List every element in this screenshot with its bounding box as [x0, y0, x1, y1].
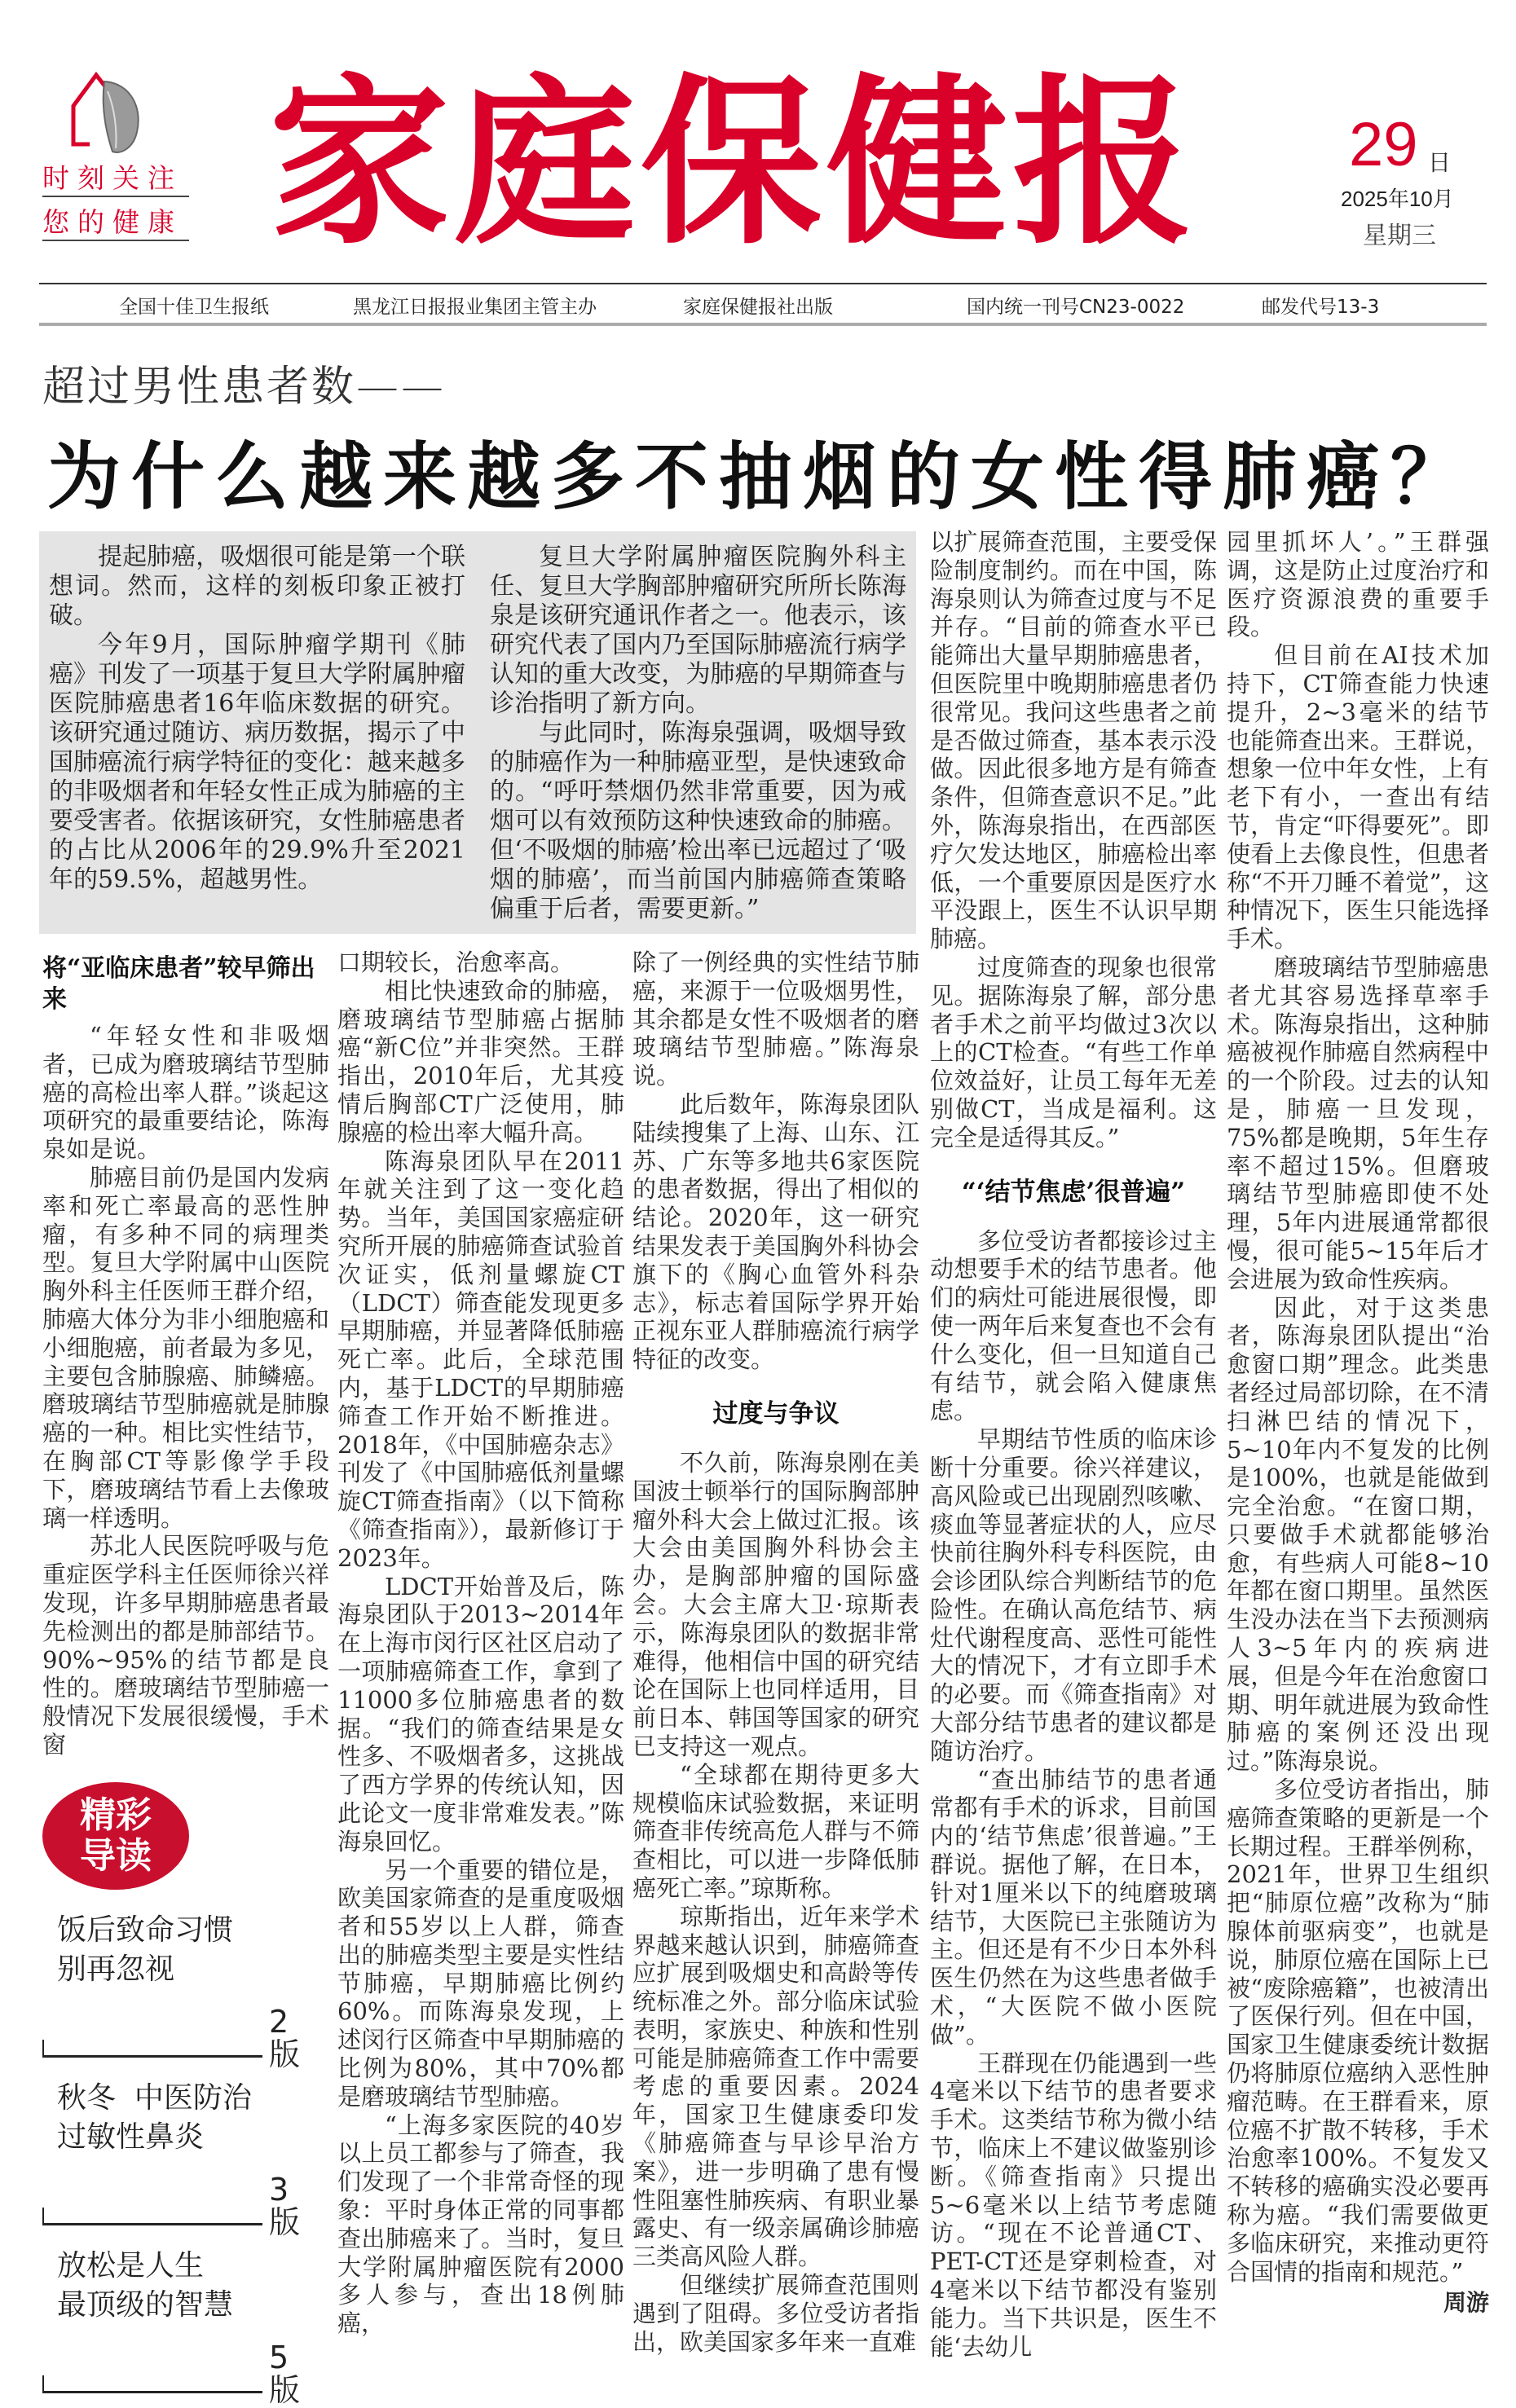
article-paragraph: 苏北人民医院呼吸与危重症医学科主任医师徐兴祥发现，许多早期肺癌患者最先检测出的都是肺部结节。90%~95%的结节都是良性的。磨玻璃结节型肺癌一般情况下发展很缓慢，手术窗 [42, 1532, 329, 1759]
article-paragraph: 肺癌目前仍是国内发病率和死亡率最高的恶性肿瘤，有多种不同的病理类型。复旦大学附属中山医院胸外科主任医师王群介绍，肺癌大体分为非小细胞癌和小细胞癌，前者最为多见，主要包含肺腺癌、肺鳞癌。磨玻璃结节型肺癌就是肺腺癌的一种。相比实性结节，在胸部CT等影像学手段下，磨玻璃结节看上去像玻璃一样透明。 [42, 1163, 329, 1532]
article-column-1-text [42, 953, 329, 1759]
article-paragraph: 以扩展筛查范围，主要受保险制度制约。而在中国，陈海泉则认为筛查过度与不足并存。“目前的筛查水平已能筛出大量早期肺癌患者，但医院里中晚期肺癌患者仍很常见。我问这些患者之前是否做过筛查，基本表示没做。因此很多地方是有筛查条件，但筛查意识不足。”此外，陈海泉指出，在西部医疗欠发达地区，肺癌检出率低，一个重要原因是医疗水平没跟上，医生不认识早期肺癌。 [930, 528, 1217, 953]
author-byline: 周游 [1443, 2289, 1489, 2317]
intro-paragraph: 今年9月，国际肿瘤学期刊《肺癌》刊发了一项基于复旦大学附属肿瘤医院肺癌患者16年临床数据的研究。该研究通过随访、病历数据，揭示了中国肺癌流行病学特征的变化：越来越多的非吸烟者和年轻女性正成为肺癌的主要受害者。依据该研究，女性肺癌患者的占比从2006年的29.9%升至2021年的59.5%，超越男性。 [49, 631, 465, 894]
masthead-double-rule [39, 323, 1487, 326]
info-issn: 国内统一刊号CN23-0022 [967, 297, 1185, 318]
newspaper-title: 家庭保健报 [269, 57, 1198, 269]
article-paragraph: 但目前在AI技术加持下，CT筛查能力快速提升，2~3毫米的结节也能筛查出来。王群说，想象一位中年女性，上有老下有小，一查出有结节，肯定“吓得要死”。即使看上去像良性，但患者称“不开刀睡不着觉”，这种情况下，医生只能选择手术。 [1227, 641, 1489, 953]
slogan-line-1: 时刻关注 [42, 161, 189, 197]
article-left-columns [42, 949, 921, 2408]
highlight-page: 3版 [269, 2171, 301, 2240]
article-paragraph: 不久前，陈海泉刚在美国波士顿举行的国际胸部肿瘤外科大会上做过汇报。该大会由美国胸外科协会主办，是胸部肿瘤的国际盛会。大会主席大卫·琼斯表示，陈海泉团队的数据非常难得，他相信中国的研究结论在国际上也同样适用，目前日本、韩国等国家的研究已支持这一观点。 [632, 1448, 919, 1760]
section-heading: 过度与争议 [712, 1398, 840, 1429]
article-headline: 为什么越来越多不抽烟的女性得肺癌？ [47, 434, 1474, 520]
article-paragraph: “年轻女性和非吸烟者，已成为磨玻璃结节型肺癌的高检出率人群。”谈起这项研究的最重要结论，陈海泉如是说。 [42, 1022, 329, 1164]
article-paragraph: 相比快速致命的肺癌，磨玻璃结节型肺癌占据肺癌“新C位”并非突然。王群指出，2010年后，尤其疫情后胸部CT广泛使用，肺腺癌的检出率大幅升高。 [337, 976, 624, 1147]
highlights-box [42, 1782, 329, 2408]
article-column-4 [930, 528, 1217, 2361]
article-paragraph: 因此，对于这类患者，陈海泉团队提出“治愈窗口期”理念。此类患者经过局部切除，在不清扫淋巴结的情况下，5~10年内不复发的比例是100%，也就是能做到完全治愈。“在窗口期，只要做手术就都能够治愈，有些病人可能8~10年都在窗口期里。虽然医生没办法在当下去预测病人3~5年内的疾病进展，但是今年在治愈窗口期、明年就进展为致命性肺癌的案例还没出现过。”陈海泉说。 [1227, 1293, 1489, 1776]
highlight-title-line: 放松是人生 [57, 2248, 205, 2283]
highlight-title-line: 秋冬 中医防治 [57, 2080, 252, 2115]
article-paragraph: 王群现在仍能遇到一些4毫米以下结节的患者要求手术。这类结节称为微小结节，临床上不建议做鉴别诊断。《筛查指南》只提出5~6毫米以上结节考虑随访。“现在不论普通CT、PET-CT还是穿刺检查，对4毫米以下结节都没有鉴别能力。当下共识是，医生不能‘去幼儿 [930, 2049, 1217, 2361]
article-intro-box [39, 531, 916, 934]
masthead-rule [39, 283, 1487, 284]
info-publisher: 家庭保健报社出版 [683, 297, 833, 318]
highlights-badge-line: 导读 [80, 1834, 152, 1877]
logo-house-leaf-icon [65, 67, 163, 156]
highlight-page: 2版 [269, 2003, 301, 2072]
highlight-title-line: 别再忽视 [57, 1952, 175, 1986]
article-column-2 [337, 949, 624, 2338]
article-paragraph: 园里抓坏人’。”王群强调，这是防止过度治疗和医疗资源浪费的重要手段。 [1227, 528, 1489, 641]
article-column-3 [632, 949, 919, 2356]
article-subtitle: 超过男性患者数—— [42, 363, 447, 412]
highlight-bracket [42, 2375, 262, 2393]
article-paragraph: 陈海泉团队早在2011年就关注到了这一变化趋势。当年，美国国家癌症研究所开展的肺癌筛查试验首次证实，低剂量螺旋CT（LDCT）筛查能发现更多早期肺癌，并显著降低肺癌死亡率。此后，全球范围内，基于LDCT的早期肺癌筛查工作开始不断推进。2018年，《中国肺癌杂志》刊发了《中国肺癌低剂量螺旋CT筛查指南》（以下简称《筛查指南》），最新修订于2023年。 [337, 1147, 624, 1572]
section-heading: 将“亚临床患者”较早筛出来 [42, 954, 315, 1014]
article-paragraph: 除了一例经典的实性结节肺癌，来源于一位吸烟男性，其余都是女性不吸烟者的磨玻璃结节型肺癌。”陈海泉说。 [632, 949, 919, 1090]
article-paragraph: “上海多家医院的40岁以上员工都参与了筛查，我们发现了一个非常奇怪的现象：平时身体正常的同事都查出肺癌来了。当时，复旦大学附属肿瘤医院有2000多人参与，查出18例肺癌， [337, 2111, 624, 2338]
intro-paragraph: 与此同时，陈海泉强调，吸烟导致的肺癌作为一种肺癌亚型，是快速致命的。“呼吁禁烟仍然非常重要，因为戒烟可以有效预防这种快速致命的肺癌。但‘不吸烟的肺癌’检出率已远超过了‘吸烟的肺癌’，而当前国内肺癌筛查策略偏重于后者，需要更新。” [490, 719, 906, 923]
article-paragraph: 磨玻璃结节型肺癌患者尤其容易选择草率手术。陈海泉指出，这种肺癌被视作肺癌自然病程中的一个阶段。过去的认知是，肺癌一旦发现，75%都是晚期，5年生存率不超过15%。但磨玻璃结节型肺癌即使不处理，5年内进展通常都很慢，很可能5~15年后才会进展为致命性疾病。 [1227, 953, 1489, 1293]
issue-day-unit: 日 [1428, 149, 1452, 176]
info-postal-code: 邮发代号13-3 [1262, 297, 1380, 318]
highlight-item-page-3[interactable] [42, 2079, 320, 2240]
article-paragraph: 多位受访者指出，肺癌筛查策略的更新是一个长期过程。王群举例称，2021年，世界卫生组织把“肺原位癌”改称为“肺腺体前驱病变”，也就是说，肺原位癌在国际上已被“废除癌籍”，也被清出了医保行列。但在中国，国家卫生健康委统计数据仍将肺原位癌纳入恶性肿瘤范畴。在王群看来，原位癌不扩散不转移，手术治愈率100%。不复发又不转移的癌确实没必要再称为癌。“我们需要做更多临床研究，来推动更符合国情的指南和规范。” [1227, 1776, 1489, 2286]
highlights-badge-line: 精彩 [80, 1794, 152, 1836]
highlight-title-line: 过敏性鼻炎 [57, 2120, 205, 2154]
article-paragraph: 另一个重要的错位是，欧美国家筛查的是重度吸烟者和55岁以上人群，筛查出的肺癌类型主要是实性结节肺癌，早期肺癌比例约60%。而陈海泉发现，上述闵行区筛查中早期肺癌的比例为80%，其中70%都是磨玻璃结节型肺癌。 [337, 1856, 624, 2111]
article-paragraph: 但继续扩展筛查范围则遇到了阻碍。多位受访者指出，欧美国家多年来一直难 [632, 2271, 919, 2356]
highlight-title-line: 饭后致命习惯 [57, 1913, 234, 1947]
info-sponsor: 黑龙江日报报业集团主管主办 [353, 297, 597, 318]
article-paragraph: 多位受访者都接诊过主动想要手术的结节患者。他们的病灶可能进展很慢，即使一两年后来复查也不会有什么变化，但一旦知道自己有结节，就会陷入健康焦虑。 [930, 1226, 1217, 1425]
article-paragraph: 口期较长，治愈率高。 [337, 949, 575, 976]
article-paragraph: “全球都在期待更多大规模临床试验数据，来证明筛查非传统高危人群与不筛查相比，可以进一步降低肺癌死亡率。”琼斯称。 [632, 1760, 919, 1902]
article-paragraph: 早期结节性质的临床诊断十分重要。徐兴祥建议，高风险或已出现剧烈咳嗽、痰血等显著症状的人，应尽快前往胸外科专科医院，由会诊团队综合判断结节的危险性。在确认高危结节、病灶代谢程度高、恶性可能性大的情况下，才有立即手术的必要。而《筛查指南》对大部分结节患者的建议都是随访治疗。 [930, 1425, 1217, 1765]
intro-paragraph: 复旦大学附属肿瘤医院胸外科主任、复旦大学胸部肿瘤研究所所长陈海泉是该研究通讯作者之一。他表示，该研究代表了国内乃至国际肺癌流行病学认知的重大改变，为肺癌的早期筛查与诊治指明了新方向。 [490, 543, 906, 718]
highlight-item-page-5[interactable] [42, 2247, 320, 2408]
highlights-badge [42, 1782, 189, 1890]
highlight-bracket [42, 2208, 262, 2225]
issue-day: 29 [1349, 110, 1418, 179]
highlight-title-line: 最顶级的智慧 [57, 2287, 234, 2322]
article-paragraph: LDCT开始普及后，陈海泉团队于2013~2014年在上海市闵行区社区启动了一项肺癌筛查工作，拿到了11000多位肺癌患者的数据。“我们的筛查结果是女性多、不吸烟者多，这挑战了西方学界的传统认知，因此论文一度非常难发表。”陈海泉回忆。 [337, 1572, 624, 1856]
highlight-item-page-2[interactable] [42, 1911, 320, 2072]
info-award: 全国十佳卫生报纸 [119, 297, 269, 318]
article-paragraph: 此后数年，陈海泉团队陆续搜集了上海、山东、江苏、广东等多地共6家医院的患者数据，得出了相似的结论。2020年，这一研究结果发表于美国胸外科协会旗下的《胸心血管外科杂志》，标志着国际学界开始正视东亚人群肺癌流行病学特征的改变。 [632, 1090, 919, 1374]
highlight-page: 5版 [269, 2339, 301, 2408]
issue-weekday: 星期三 [1363, 222, 1436, 250]
issue-year-month: 2025年10月 [1341, 187, 1454, 211]
article-paragraph: 过度筛查的现象也很常见。据陈海泉了解，部分患者手术之前平均做过3次以上的CT检查。“有些工作单位效益好，让员工每年无差别做CT，当成是福利。这完全是适得其反。” [930, 953, 1217, 1151]
article-column-5 [1227, 528, 1489, 2318]
article-left-region [39, 531, 921, 2408]
slogan-line-2: 您的健康 [42, 205, 189, 241]
article-column-1 [42, 949, 329, 2408]
article-paragraph: 琼斯指出，近年来学术界越来越认识到，肺癌筛查应扩展到吸烟史和高龄等传统标准之外。部分临床试验表明，家族史、种族和性别可能是肺癌筛查工作中需要考虑的重要因素。2024年，国家卫生健康委印发《肺癌筛查与早诊早治方案》，进一步明确了患有慢性阻塞性肺疾病、有职业暴露史、有一级亲属确诊肺癌三类高风险人群。 [632, 1902, 919, 2271]
intro-paragraph: 提起肺癌，吸烟很可能是第一个联想词。然而，这样的刻板印象正被打破。 [49, 543, 465, 630]
highlight-bracket [42, 2040, 262, 2058]
publication-info-bar [39, 292, 1487, 318]
article-paragraph: “查出肺结节的患者通常都有手术的诉求，目前国内的‘结节焦虑’很普遍。”王群说。据他了解，在日本，针对1厘米以下的纯磨玻璃结节，大医院已主张随访为主。但还是有不少日本外科医生仍然在为这些患者做手术，“大医院不做小医院做”。 [930, 1765, 1217, 2049]
section-heading: “‘结节焦虑’很普遍” [961, 1177, 1186, 1207]
